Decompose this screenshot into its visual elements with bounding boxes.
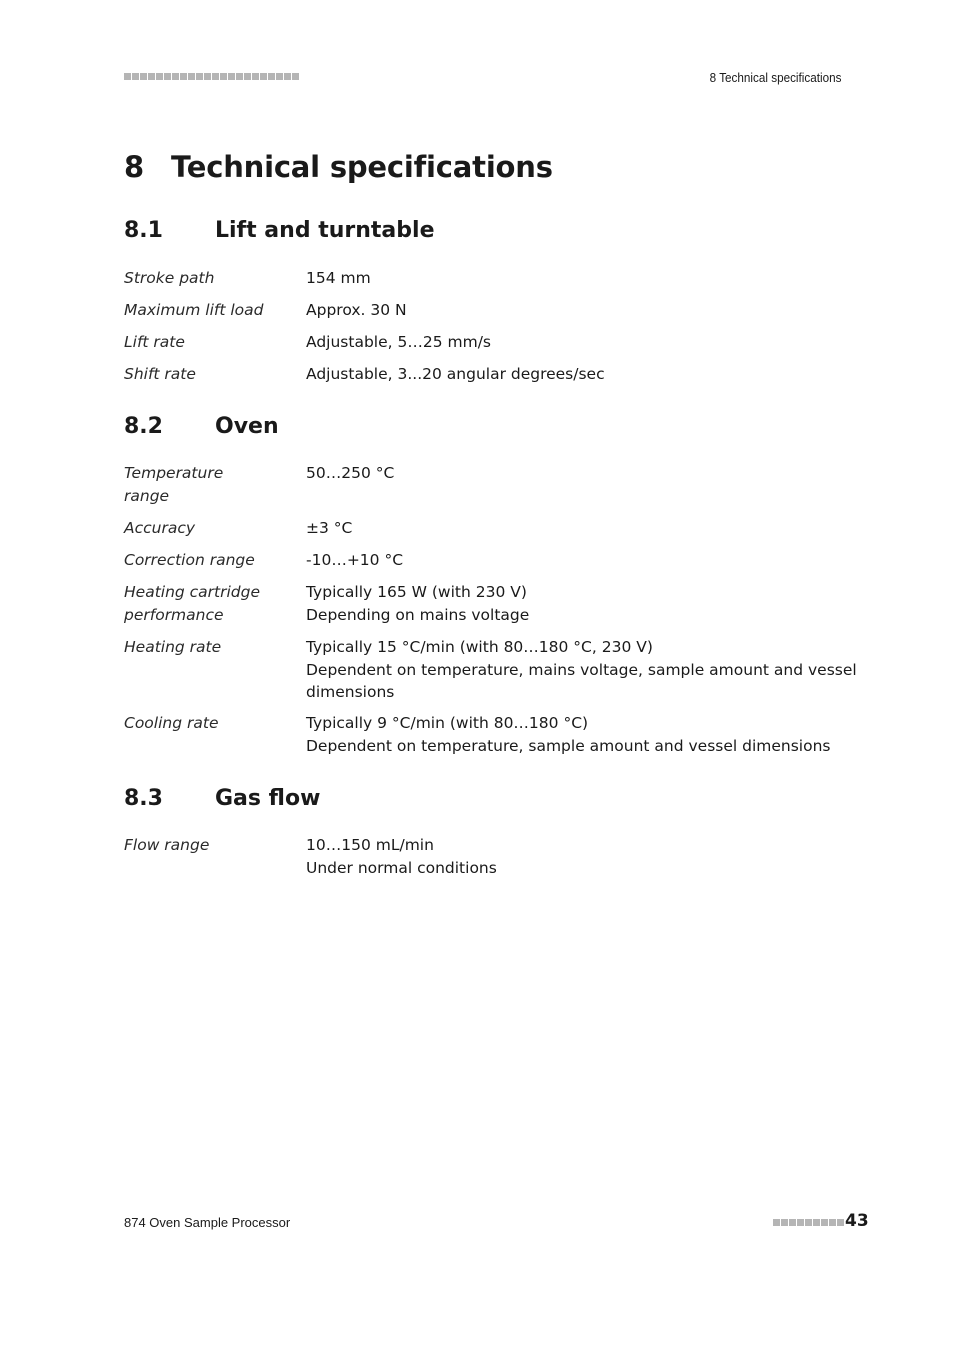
spec-label: Heating cartridge performance [124, 583, 261, 624]
page-number: 43 [845, 1211, 869, 1231]
spec-label: Temperature range [124, 464, 224, 505]
spec-value: 50…250 °C [306, 464, 395, 482]
spec-value: Approx. 30 N [306, 301, 407, 319]
spec-value: Typically 15 °C/min (with 80…180 °C, 230 V) Dependent on temperature, mains voltage, sample amount and vessel dimensions [306, 638, 857, 701]
chapter-title: Technical specifications [171, 150, 553, 184]
spec-value: 10…150 mL/min Under normal conditions [306, 836, 497, 877]
spec-label: Flow range [124, 836, 210, 854]
spec-value: Typically 9 °C/min (with 80…180 °C) Dependent on temperature, sample amount and vessel dimensions [306, 714, 831, 755]
spec-label: Stroke path [124, 269, 215, 287]
header-decoration [124, 73, 299, 80]
spec-label: Accuracy [124, 519, 196, 537]
spec-label: Correction range [124, 551, 255, 569]
spec-value: 154 mm [306, 269, 371, 287]
section-heading-lift-turntable: 8.1 Lift and turntable [124, 218, 435, 243]
spec-value: Adjustable, 3...20 angular degrees/sec [306, 365, 605, 383]
spec-value: Typically 165 W (with 230 V) Depending on mains voltage [306, 583, 530, 624]
chapter-heading [124, 150, 553, 184]
spec-value: -10…+10 °C [306, 551, 404, 569]
footer-decoration [773, 1219, 844, 1226]
chapter-number: 8 [124, 150, 144, 184]
spec-label: Shift rate [124, 365, 196, 383]
spec-label: Maximum lift load [124, 301, 264, 319]
spec-value: Adjustable, 5…25 mm/s [306, 333, 491, 351]
running-header-title: 8 Technical specifications [709, 70, 841, 85]
footer-product-name: 874 Oven Sample Processor [124, 1215, 291, 1230]
spec-label: Heating rate [124, 638, 222, 656]
spec-label: Cooling rate [124, 714, 219, 732]
spec-value: ±3 °C [306, 519, 353, 537]
section-heading-oven: 8.2 Oven [124, 414, 279, 439]
spec-label: Lift rate [124, 333, 185, 351]
section-heading-gas-flow: 8.3 Gas flow [124, 786, 321, 811]
